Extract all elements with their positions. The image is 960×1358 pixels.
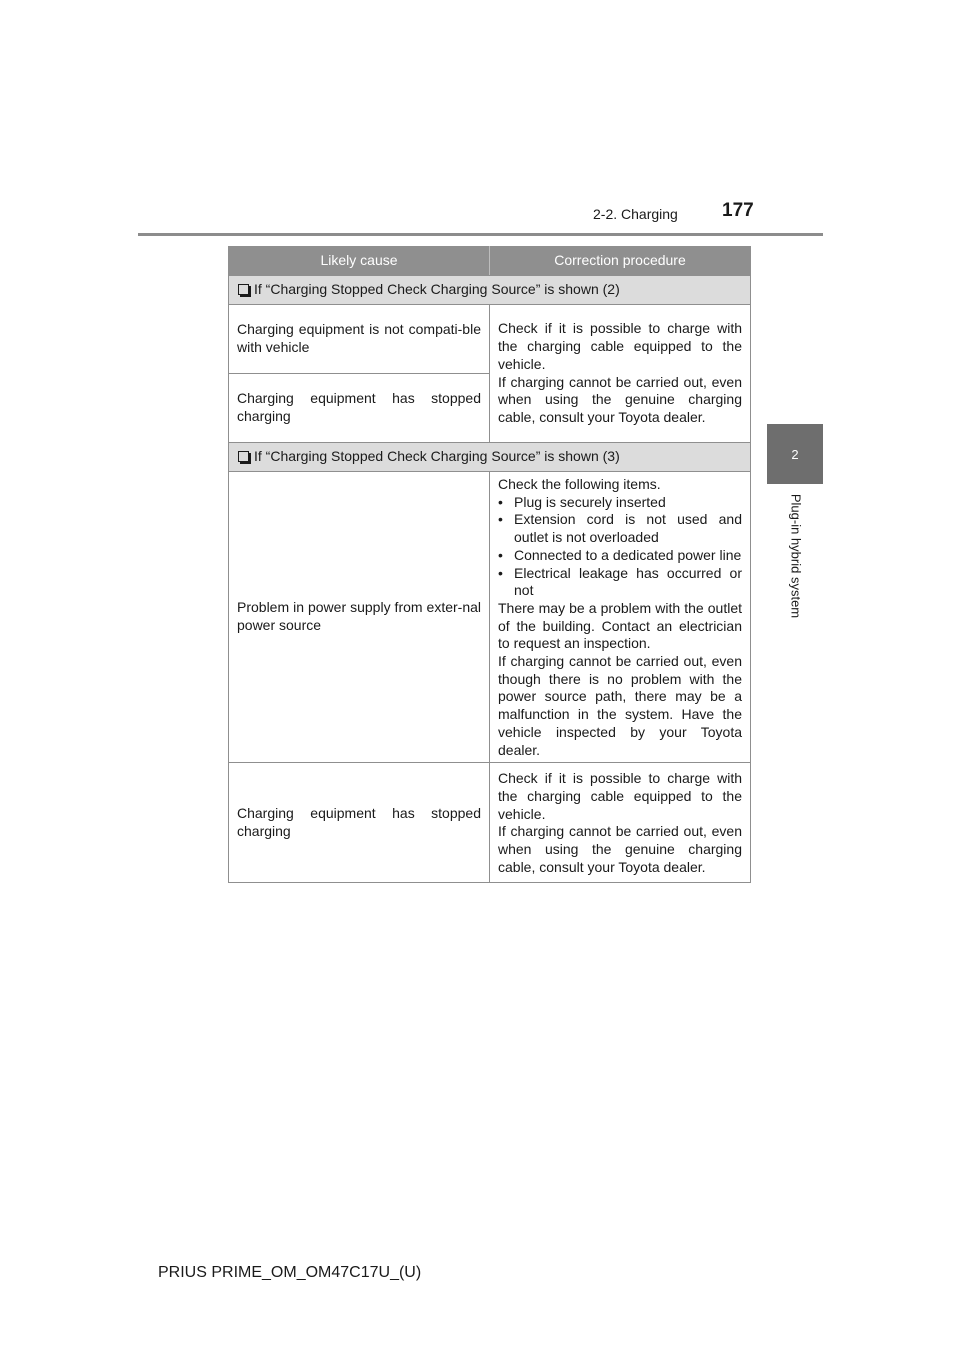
cause-cell: Charging equipment has stopped charging [229, 374, 490, 443]
chapter-label: Plug-in hybrid system [788, 493, 804, 619]
procedure-cell: Check if it is possible to charge with the charging cable equipped to the vehicle. If charging cannot be carried out, even when using the genuine charging cable, consult your Toyota dealer. [490, 763, 751, 883]
section-title-3: If “Charging Stopped Check Charging Source” is shown (3) [254, 448, 620, 465]
procedure-cell [490, 472, 751, 763]
table-row [229, 305, 751, 374]
cause-cell: Charging equipment has stopped charging [229, 763, 490, 883]
section-title-2: If “Charging Stopped Check Charging Source” is shown (2) [254, 281, 620, 298]
list-item: • Connected to a dedicated power line [498, 546, 742, 563]
chapter-tab [767, 424, 823, 484]
cause-cell: Charging equipment is not compati-ble with vehicle [229, 305, 490, 374]
procedure-cell: Check if it is possible to charge with the charging cable equipped to the vehicle. If charging cannot be carried out, even when using the genuine charging cable, consult your Toyota dealer. [490, 305, 751, 443]
procedure-outro: There may be a problem with the outlet of the building. Contact an electrician to request an inspection. If charging cannot be carried out, even though there is no problem with the power source path, there may be a malfunction in the system. Have the vehicle inspected by your Toyota dealer. [498, 599, 742, 758]
section-title: 2-2. Charging [593, 206, 678, 222]
page-number: 177 [722, 200, 754, 221]
section-row-2 [229, 276, 751, 305]
column-header-likely-cause: Likely cause [229, 247, 490, 276]
troubleshooting-table [228, 246, 751, 883]
procedure-intro: Check the following items. [498, 476, 661, 492]
list-item: • Electrical leakage has occurred or not [498, 564, 742, 599]
checkbox-square-icon [238, 284, 249, 295]
document-id: PRIUS PRIME_OM_OM47C17U_(U) [158, 1264, 422, 1281]
table-header-row [229, 247, 751, 276]
list-item: • Plug is securely inserted [498, 493, 666, 510]
chapter-number: 2 [791, 446, 799, 462]
cause-cell: Problem in power supply from exter-nal power source [229, 472, 490, 763]
table-row [229, 763, 751, 883]
list-item: • Extension cord is not used and outlet is not overloaded [498, 511, 742, 546]
table-row [229, 472, 751, 763]
header-rule [138, 233, 823, 236]
column-header-correction: Correction procedure [490, 247, 751, 276]
section-row-3 [229, 443, 751, 472]
checkbox-square-icon [238, 451, 249, 462]
